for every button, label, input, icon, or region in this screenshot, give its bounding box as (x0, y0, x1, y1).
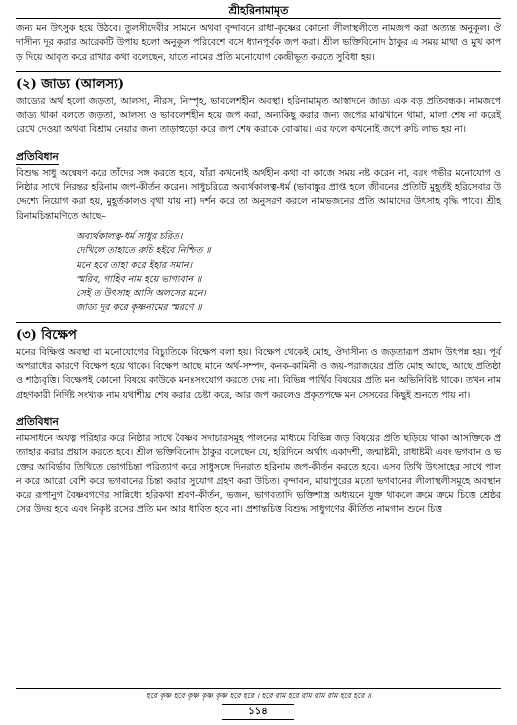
header-rule (16, 18, 501, 19)
vikshep-remedy-paragraph: নামসাধনে অযত্ন পরিহার করে নিষ্ঠার সাথে বৈষ্ণব সদাচারসমূহ পালনের মাধ্যমে বিভিন্ন জড় বিষয়ের প্রতি ছড়িয়ে থাকা আসক্তিকে প্রত্যাহার করার প্রয়াস করতে হবে। শ্রীল ভক্তিবিনোদ ঠাকুর বলেছেন যে, হরিদিনে অর্থাৎ একাদশী, জন্মাষ্টমী, রাধাষ্টমী এবং ভগবান ও ভক্তের আবির্ভাব তিথিতে ভোগচিন্তা পরিত্যাগ করে সাধুসঙ্গে দিনরাত হরিনাম জপ-কীর্তন করতে হবে। এসব তিথি উৎসাহের সাথে পালন করে আরো বেশি করে ভগবানের চিন্তা করার সুযোগ গ্রহণ করা উচিত। বৃন্দাবন, মায়াপুরের মতো ভগবানের লীলাস্থলীসমূহে অবস্থান করে রূপানুগ বৈষ্ণবগণের সান্নিধ্যে হরিকথা শ্রবণ-কীর্তন, ভজন, ভাগবতাদি ভক্তিশাস্ত্র অধ্যয়নে যুক্ত থাকলে ক্রমে ক্রমে চিত্তে শ্রেষ্ঠরসের উদয় হবে এবং নিকৃষ্ট রসের প্রতি মন আর ধাবিত হবে না। প্রশান্তচিত্ত বিশুদ্ধ সাধুগণের কীর্তিত নামগান শুনে চিত্ত (16, 432, 501, 516)
remedy-heading-wrap (16, 144, 501, 165)
jadya-paragraph: জাড্যের অর্থ হলো জড়তা, আলস্য, নীরস, নিস্পৃহ, ভাবলেশহীন অবস্থা। হরিনামামৃত আস্বাদনে জাড্য এক বড় প্রতিবন্ধক। নামজপে জাড্য থাকা বলতে জড়তা, আলস্য ও ভাবলেশহীন হয়ে জপ করা, অন্যকিছু করার জন্য জপের মাঝখানে থামা, মালা শেষ না করেই রেখে দেওয়া অথবা বিশ্রাম নেয়ার জন্য তাড়াহুড়ো করে জপ শেষ করাকে বোঝায়। এর ফলে কখনোই জপে রুচি লাভ হয় না। (16, 95, 501, 136)
verse-line: জাড্য দূর করে কৃষ্ণনামের স্মরণে ॥ (76, 302, 202, 314)
vikshep-paragraph: মনের বিক্ষিপ্ত অবস্থা বা মনোযোগের বিচ্যুতিকে বিক্ষেপ বলা হয়। বিক্ষেপ থেকেই মোহ, ঔদাসীন্য ও জড়তারূপ প্রমাদ উৎপন্ন হয়। পূর্ব অপরাধের কারণে বিক্ষেপ হয়ে থাকে। বিক্ষেপ আছে মানে অর্থ-সম্পদ, কনক-কামিনী ও জয়-পরাজয়ের প্রতি মোহ আছে, আছে প্রতিষ্ঠা ও শাঠ্যবৃত্তি। বিক্ষেপই কোনো বিষয়ে কাউকে মনঃসংযোগ করতে দেয় না। বিভিন্ন পার্থিব বিষয়ের প্রতি মন অভিনিবিষ্ট থাকে। তখন নামগ্রহণকারী নির্দিষ্ট সংখ্যক নাম যথাশীঘ্র শেষ করার চেষ্টা করে, আর জপ করলেও প্রকৃতপক্ষে মন সেসবের কিছুই শুনতে পায় না। (16, 346, 501, 401)
section-divider (16, 322, 501, 323)
page-body (16, 22, 501, 524)
intro-paragraph: জন্য মন উৎসুক হয়ে উঠবে। তুলসীদেবীর সামনে অথবা বৃন্দাবনে রাধা-কৃষ্ণের কোনো লীলাস্থলীতে নামজপ করা অত্যন্ত অনুকূল। ঔদাসীন্য দূর করার আরেকটি উপায় হলো অনুকূল পরিবেশে বসে ধ্যানপূর্বক জপ করা। শ্রীল ভক্তিবিনোদ ঠাকুর এ সময় মাথা ও মুখ কাপড় দিয়ে আবৃত করে রাখার কথা বলেছেন, যাতে নামের প্রতি মনোযোগ কেন্দ্রীভূত করতে সুবিধা হয়। (16, 23, 501, 63)
footer-rule (16, 688, 501, 689)
verse-block (76, 230, 501, 316)
verse-line: অব্যর্থকালত্ব-ধর্ম সাধুর চরিত। (76, 230, 183, 242)
running-title: শ্রীহরিনামামৃত (228, 4, 289, 17)
section-divider (16, 71, 501, 72)
jadya-remedy-paragraph: বিশুদ্ধ সাধু অন্বেষণ করে তাঁদের সঙ্গ করতে হবে, যাঁরা কখনোই অর্থহীন কথা বা কাজে সময় নষ্ট করেন না, বরং গভীর মনোযোগ ও নিষ্ঠার সাথে নিরন্তর হরিনাম জপ-কীর্তন করেন। সাধুচরিত্রে অব্যর্থকালত্ব-ধর্ম (ভাবাঙ্কুর প্রাপ্ত হলে জীবনের প্রতিটি মুহূর্তই হরিসেবার উদ্দেশ্যে নিয়োগ করা হয়, মুহূর্তকালও বৃথা যায় না) দর্শন করে তা অনুসরণ করলে নামভজনের প্রতি আমাদের উৎসাহ বৃদ্ধি পাবে। শ্রীহরিনামচিন্তামণিতে আছে– (16, 167, 501, 222)
verse-line: স্মরিব, গাহিব নাম হয়ে ভাগ্যবান ॥ (76, 273, 202, 285)
verse-line: মনে হবে তাহা করে ইহার সমান। (76, 259, 193, 271)
remedy-heading-jadya: প্রতিবিধান (16, 150, 59, 163)
page-number: ১১৪ (222, 704, 294, 720)
remedy-heading-vikshep: প্রতিবিধান (16, 415, 59, 428)
remedy-heading-wrap (16, 409, 501, 430)
section-heading-jadya: (২) জাড্য (আলস্য) (16, 76, 125, 92)
verse-line: দেখিলে তাহাতে রুচি হইবে নিশ্চিত ॥ (76, 245, 211, 257)
section-heading-vikshep: (৩) বিক্ষেপ (16, 327, 77, 343)
footer-mantra: হরে কৃষ্ণ হরে কৃষ্ণ কৃষ্ণ কৃষ্ণ হরে হরে । হরে রাম হরে রাম রাম রাম হরে হরে ॥ (146, 691, 371, 700)
verse-line: সেই ত উৎসাহ আসি অলসের মনে। (76, 288, 206, 300)
